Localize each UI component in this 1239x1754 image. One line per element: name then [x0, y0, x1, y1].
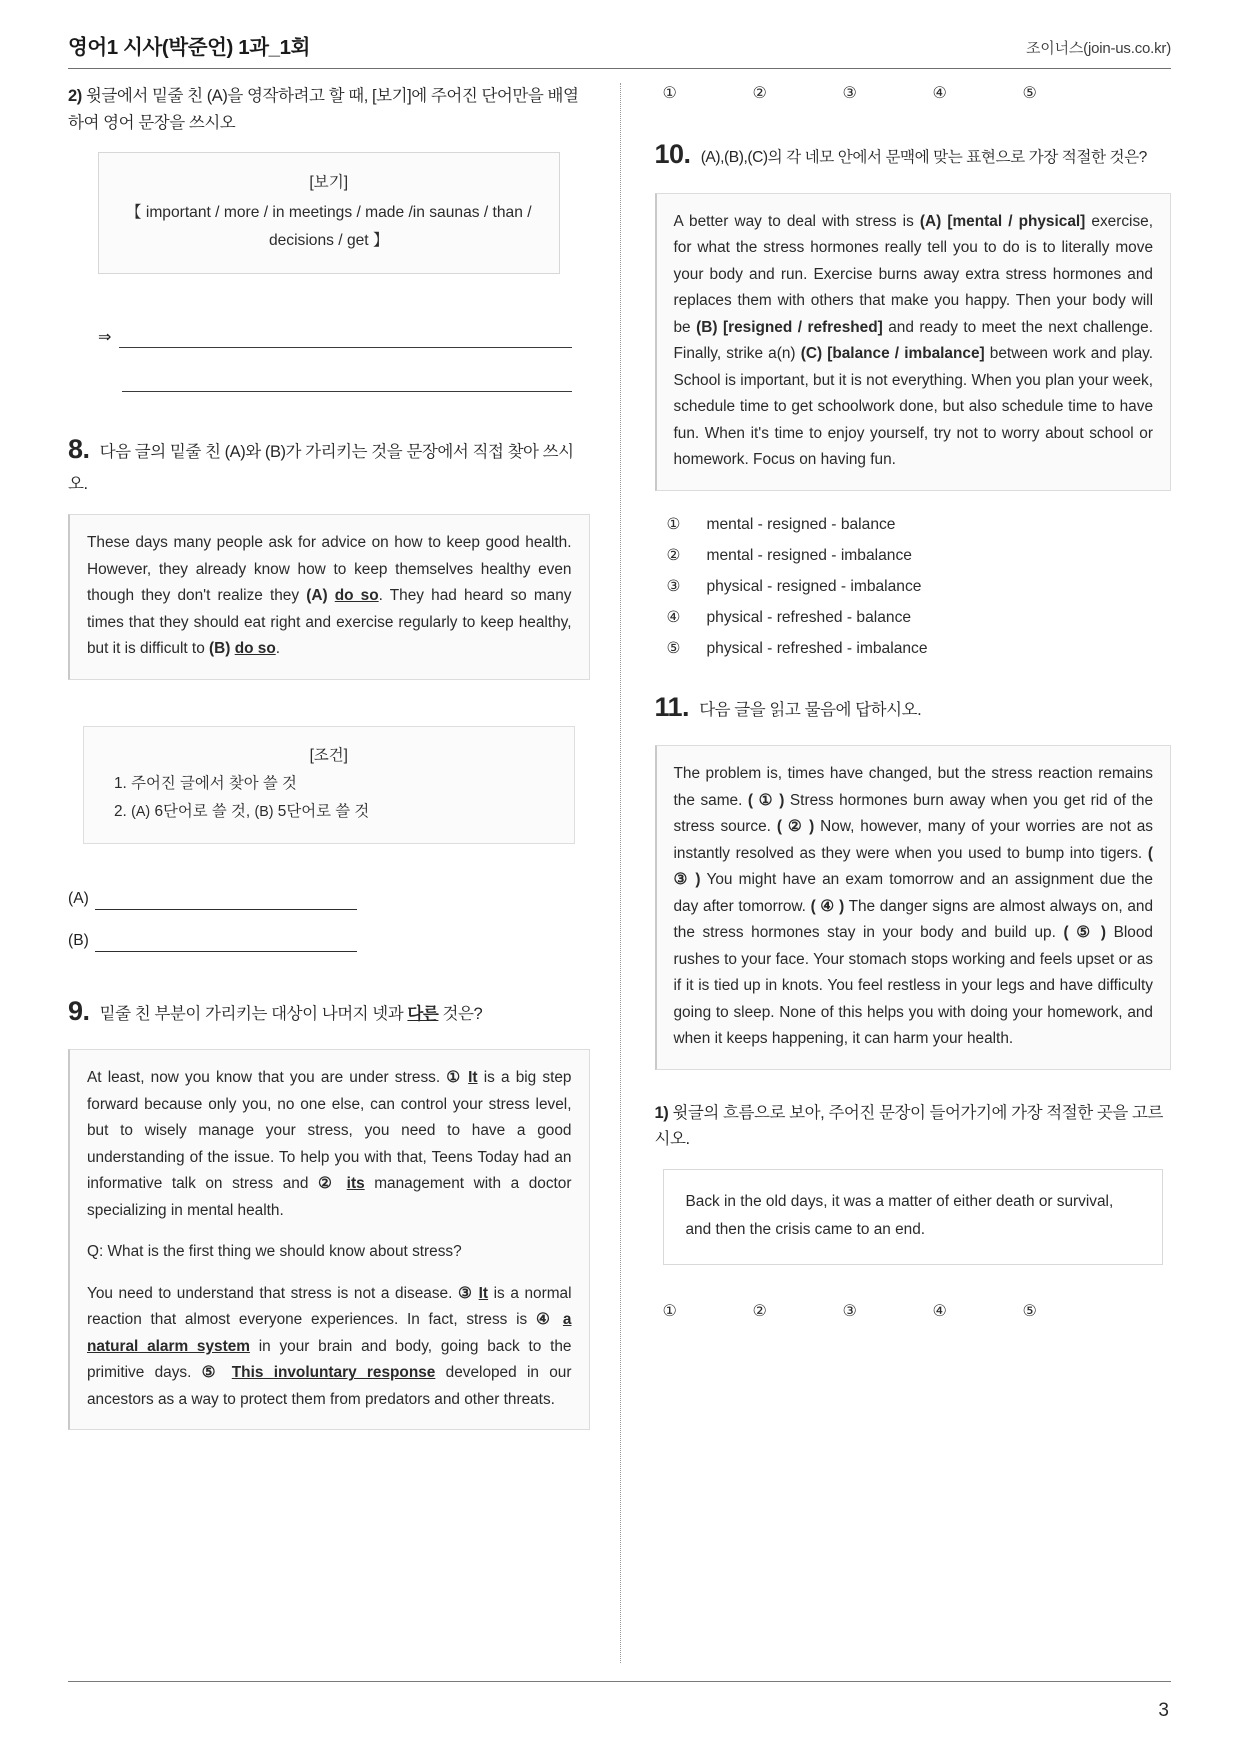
question-10-text: (A),(B),(C)의 각 네모 안에서 문맥에 맞는 표현으로 가장 적절한 것은? — [700, 149, 1147, 166]
question-8-text: 다음 글의 밑줄 친 (A)와 (B)가 가리키는 것을 문장에서 직접 찾아 쓰시오. — [68, 442, 574, 494]
question-9-text-post: 것은? — [438, 1004, 483, 1023]
choice-option-4[interactable]: ④ — [932, 85, 947, 102]
q8-passage-part1: These days many people ask for advice on how to keep good health. However, they already know how to keep themselves healthy even though they don't realize they — [87, 534, 572, 605]
choice-row[interactable] — [667, 639, 1172, 658]
question-11-passage — [655, 745, 1172, 1069]
choice-number: ⑤ — [666, 639, 681, 657]
question-7-choice-row — [655, 83, 1172, 103]
q9-underline-4: a natural alarm system — [87, 1311, 572, 1355]
page-header — [68, 30, 1171, 68]
q10-choice-marker-c: (C) [balance / imbalance] — [800, 345, 985, 363]
condition-2-label-a: (A) — [131, 804, 151, 820]
question-2-number: 2) — [68, 87, 82, 105]
question-2-answer-line-1[interactable] — [98, 330, 590, 348]
q9-underline-2: its — [346, 1175, 365, 1193]
page-number: 3 — [1158, 1700, 1169, 1721]
question-11-sub-number: 1) — [654, 1103, 669, 1122]
q10-p-a: A better way to deal with stress is — [673, 212, 920, 230]
question-10-prompt — [655, 133, 1172, 177]
question-8-number: 8. — [68, 433, 90, 464]
q11-insertion-marker-3: ( ③ ) — [673, 844, 1153, 889]
choice-number: ④ — [666, 608, 681, 626]
choice-label: physical - resigned - imbalance — [706, 577, 922, 595]
choice-option-4[interactable]: ④ — [932, 1302, 947, 1320]
q11-insertion-marker-4: ( ④ ) — [810, 897, 845, 915]
condition-item-1: 1. 주어진 글에서 찾아 쓸 것 — [114, 775, 297, 793]
question-2-answer-line-2[interactable] — [122, 378, 572, 392]
q9-p1-d — [337, 1175, 347, 1192]
answer-a-label: (A) — [68, 889, 89, 907]
question-11-sub-prompt — [655, 1100, 1172, 1153]
q8-underline-b: do so — [234, 640, 276, 658]
choice-option-2[interactable]: ② — [752, 85, 767, 102]
condition-2-suffix: 5단어로 쓸 것 — [273, 803, 370, 820]
given-sentence: Back in the old days, it was a matter of either death or survival, and then the crisis came to an end. — [685, 1193, 1114, 1238]
condition-2-prefix: 2. — [114, 803, 132, 820]
q8-label-a: (A) — [306, 587, 328, 605]
q9-p3-c: is a normal reaction that almost everyone experiences. In fact, stress is — [87, 1284, 572, 1329]
q11-p-a: The problem is, times have changed, but the stress reaction remains the same. — [673, 765, 1153, 809]
question-8-answer-b[interactable] — [68, 932, 590, 952]
choice-row[interactable] — [667, 577, 1172, 596]
q9-marker-4: ④ — [535, 1311, 555, 1329]
right-column — [620, 83, 1172, 1663]
q9-underline-3: It — [478, 1284, 489, 1302]
choice-label: physical - refreshed - balance — [706, 608, 912, 626]
question-8-passage — [68, 514, 590, 679]
q9-p3-d — [554, 1311, 563, 1328]
left-column — [68, 83, 620, 1663]
choice-number: ③ — [666, 577, 681, 595]
q11-p-c: Now, however, many of your worries are not as instantly resolved as they were when you used to bump into tigers. — [673, 818, 1154, 862]
question-11-number: 11. — [654, 691, 690, 722]
q11-insertion-marker-5: ( ⑤ ) — [1063, 924, 1107, 942]
question-10-passage — [655, 193, 1172, 491]
question-9-number: 9. — [68, 995, 90, 1026]
q10-p-b: exercise, for what the stress hormones really tell you to do is to literally move your body and run. Exercise burns away extra stress hormones and replaces them with others that make you happy. Then your body will be — [673, 212, 1153, 336]
choice-option-3[interactable]: ③ — [842, 85, 857, 102]
q9-underline-1: It — [468, 1069, 478, 1087]
q11-p-b: Stress hormones burn away when you get rid of the stress source. — [673, 791, 1154, 836]
question-11-sub-text: 윗글의 흐름으로 보아, 주어진 문장이 들어가기에 가장 적절한 곳을 고르시오. — [654, 1103, 1163, 1149]
q8-passage-part2: . They had heard so many times that they should eat right and exercise regularly to keep healthy, but it is difficult to — [87, 587, 572, 658]
question-10-number: 10. — [654, 139, 691, 169]
q9-p3-g: developed in our ancestors as a way to protect them from predators and other threats. — [87, 1364, 572, 1408]
condition-2-label-b: (B) — [254, 804, 274, 820]
answer-b-rule[interactable] — [95, 937, 357, 952]
question-8-prompt — [68, 428, 590, 498]
choice-label: physical - refreshed - imbalance — [706, 639, 928, 657]
q10-p-c: and ready to meet the next challenge. Finally, strike a(n) — [673, 318, 1153, 363]
question-9-prompt — [68, 990, 590, 1034]
question-8-condition-box — [83, 726, 575, 844]
q9-paragraph-1 — [87, 1065, 572, 1224]
choice-option-2[interactable]: ② — [752, 1302, 767, 1320]
choice-number: ② — [666, 546, 681, 564]
choice-option-5[interactable]: ⑤ — [1022, 1302, 1037, 1320]
q11-p-f: Blood rushes to your face. Your stomach stops working and feels upset or as if it is tied up in knots. You feel restless in your legs and have difficulty going to sleep. None of this helps you with doing your homework, and when it keeps happening, it can harm your health. — [673, 924, 1153, 1048]
q9-p1-a: At least, now you know that you are under stress. — [87, 1069, 447, 1087]
question-9-emphasis: 다른 — [407, 1004, 439, 1023]
q11-insertion-marker-2: ( ② ) — [776, 818, 815, 836]
wordbank-words: 【 important / more / in meetings / made /in saunas / than / decisions / get 】 — [125, 204, 532, 249]
arrow-icon: ⇒ — [98, 328, 112, 346]
q11-p-e: The danger signs are almost always on, and the stress hormones stay in your body and build up. — [673, 897, 1153, 942]
question-2-wordbank-box — [98, 152, 560, 273]
q8-passage-part3: . — [275, 640, 281, 658]
q9-paragraph-2: Q: What is the first thing we should know about stress? — [87, 1243, 462, 1261]
condition-2-middle: 6단어로 쓸 것, — [150, 803, 255, 820]
two-column-body — [68, 83, 1171, 1663]
choice-option-5[interactable]: ⑤ — [1022, 85, 1037, 102]
header-divider — [68, 68, 1171, 69]
question-11-prompt — [655, 686, 1172, 730]
q9-p1-e: management with a doctor specializing in mental health. — [87, 1175, 572, 1219]
question-10-choice-list — [655, 515, 1172, 658]
wordbank-label: [보기] — [309, 174, 349, 192]
question-11-choice-row — [655, 1301, 1172, 1321]
choice-label: mental - resigned - balance — [706, 515, 896, 533]
q10-choice-marker-b: (B) [resigned / refreshed] — [696, 318, 883, 336]
choice-option-1[interactable]: ① — [662, 85, 677, 102]
q9-paragraph-3 — [87, 1281, 572, 1413]
choice-option-1[interactable]: ① — [662, 1302, 677, 1320]
q11-insertion-marker-1: ( ① ) — [747, 791, 785, 809]
question-2-prompt — [68, 83, 590, 136]
choice-option-3[interactable]: ③ — [842, 1302, 857, 1320]
q9-marker-5: ⑤ — [201, 1364, 222, 1382]
choice-row[interactable] — [667, 546, 1172, 565]
answer-rule-1[interactable] — [119, 334, 571, 348]
q11-p-d: You might have an exam tomorrow and an assignment due the day after tomorrow. — [673, 871, 1153, 915]
q9-p3-f — [221, 1364, 231, 1381]
q8-underline-a: do so — [334, 587, 379, 605]
question-9-text-pre: 밑줄 친 부분이 가리키는 대상이 나머지 넷과 — [99, 1004, 408, 1023]
question-9-passage — [68, 1049, 590, 1430]
q10-choice-marker-a: (A) [mental / physical] — [919, 212, 1086, 230]
q9-marker-2: ② — [317, 1175, 338, 1193]
question-11-given-sentence-box — [663, 1169, 1164, 1264]
header-site-credit: 조이너스(join-us.co.kr) — [1025, 40, 1171, 57]
choice-number: ① — [666, 515, 681, 533]
condition-title: [조건] — [309, 746, 348, 764]
question-8-answer-a[interactable] — [68, 890, 590, 910]
condition-item-2 — [104, 798, 554, 826]
header-title: 영어1 시사(박준언) 1과_1회 — [68, 36, 311, 59]
answer-a-rule[interactable] — [95, 895, 357, 910]
choice-row[interactable] — [667, 515, 1172, 534]
q9-p3-e: in your brain and body, going back to the primitive days. — [87, 1337, 572, 1382]
question-2-text: 윗글에서 밑줄 친 (A)을 영작하려고 할 때, [보기]에 주어진 단어만을 배열하여 영어 문장을 쓰시오 — [68, 87, 579, 132]
q9-marker-1: ① — [446, 1069, 462, 1087]
choice-label: mental - resigned - imbalance — [706, 546, 912, 564]
q10-p-d: between work and play. School is important, but it is not everything. When you plan your week, schedule time to get schoolwork done, but also schedule time to have fun. When it's time to enjoy yourself, try not to worry about school or homework. Focus on having fun. — [673, 345, 1153, 469]
q8-label-b: (B) — [209, 640, 231, 658]
question-11-text: 다음 글을 읽고 물음에 답하시오. — [699, 700, 922, 719]
q9-p3-a: You need to understand that stress is not a disease. — [87, 1284, 458, 1302]
q9-marker-3: ③ — [457, 1284, 474, 1302]
q9-p1-c: is a big step forward because only you, no one else, can control your stress level, but to wisely manage your stress, you need to have a good understanding of the issue. To help you with that, Teens Today had an informative talk on stress and — [87, 1069, 572, 1193]
footer-divider — [68, 1681, 1171, 1682]
answer-b-label: (B) — [68, 931, 89, 949]
choice-row[interactable] — [667, 608, 1172, 627]
q9-underline-5: This involuntary response — [231, 1364, 436, 1382]
